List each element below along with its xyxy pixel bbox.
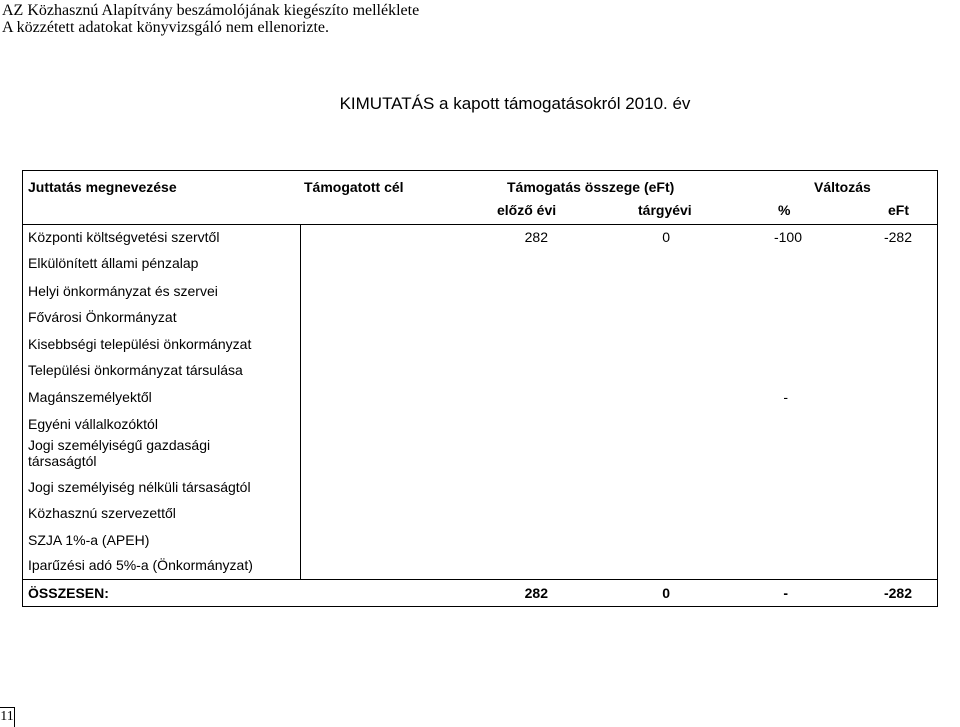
total-eft: -282 [883, 585, 912, 601]
row-name: Közhasznú szervezettől [28, 505, 176, 521]
page-title [0, 94, 960, 114]
row-eft: -282 [883, 229, 912, 245]
page-title-text: KIMUTATÁS a kapott támogatásokról 2010. év [339, 94, 691, 113]
row-name: Települési önkormányzat társulása [28, 362, 243, 378]
row-name: SZJA 1%-a (APEH) [28, 532, 150, 548]
row-name: Iparűzési adó 5%-a (Önkormányzat) [28, 557, 253, 573]
row-name: Elkülönített állami pénzalap [28, 255, 199, 271]
row-name: Központi költségvetési szervtől [28, 229, 220, 245]
annex-note-line1: AZ Közhasznú Alapítvány beszámolójának kiegészíto melléklete [2, 2, 420, 19]
row-name: Jogi személyiség nélküli társaságtól [28, 479, 251, 495]
total-pct: - [783, 585, 788, 601]
row-current: 0 [662, 229, 670, 245]
row-name: Jogi személyiségű gazdasági társaságtól [28, 437, 211, 469]
header-eft: eFt [888, 202, 909, 218]
header-change: Változás [814, 179, 871, 195]
row-prev: 282 [524, 229, 548, 245]
total-current: 0 [662, 585, 670, 601]
total-divider [22, 579, 938, 580]
row-name: Helyi önkormányzat és szervei [28, 283, 218, 299]
page-number: 11 [0, 707, 15, 727]
total-label: ÖSSZESEN: [28, 585, 109, 601]
row-name: Magánszemélyektől [28, 389, 152, 405]
audit-note-line2: A közzétett adatokat könyvizsgáló nem ellenorizte. [2, 19, 329, 36]
row-name: Egyéni vállalkozóktól [28, 416, 158, 432]
header-name: Juttatás megnevezése [28, 179, 177, 195]
row-pct: - [783, 389, 788, 405]
column-divider [300, 224, 301, 579]
row-name: Fővárosi Önkormányzat [28, 309, 177, 325]
header-pct: % [778, 202, 791, 218]
row-pct: -100 [773, 229, 802, 245]
header-divider [22, 224, 938, 225]
total-prev: 282 [524, 585, 548, 601]
header-current: tárgyévi [638, 202, 692, 218]
row-name: Kisebbségi települési önkormányzat [28, 336, 252, 352]
header-target: Támogatott cél [304, 179, 404, 195]
header-prev: előző évi [497, 202, 557, 218]
header-amount: Támogatás összege (eFt) [507, 179, 675, 195]
